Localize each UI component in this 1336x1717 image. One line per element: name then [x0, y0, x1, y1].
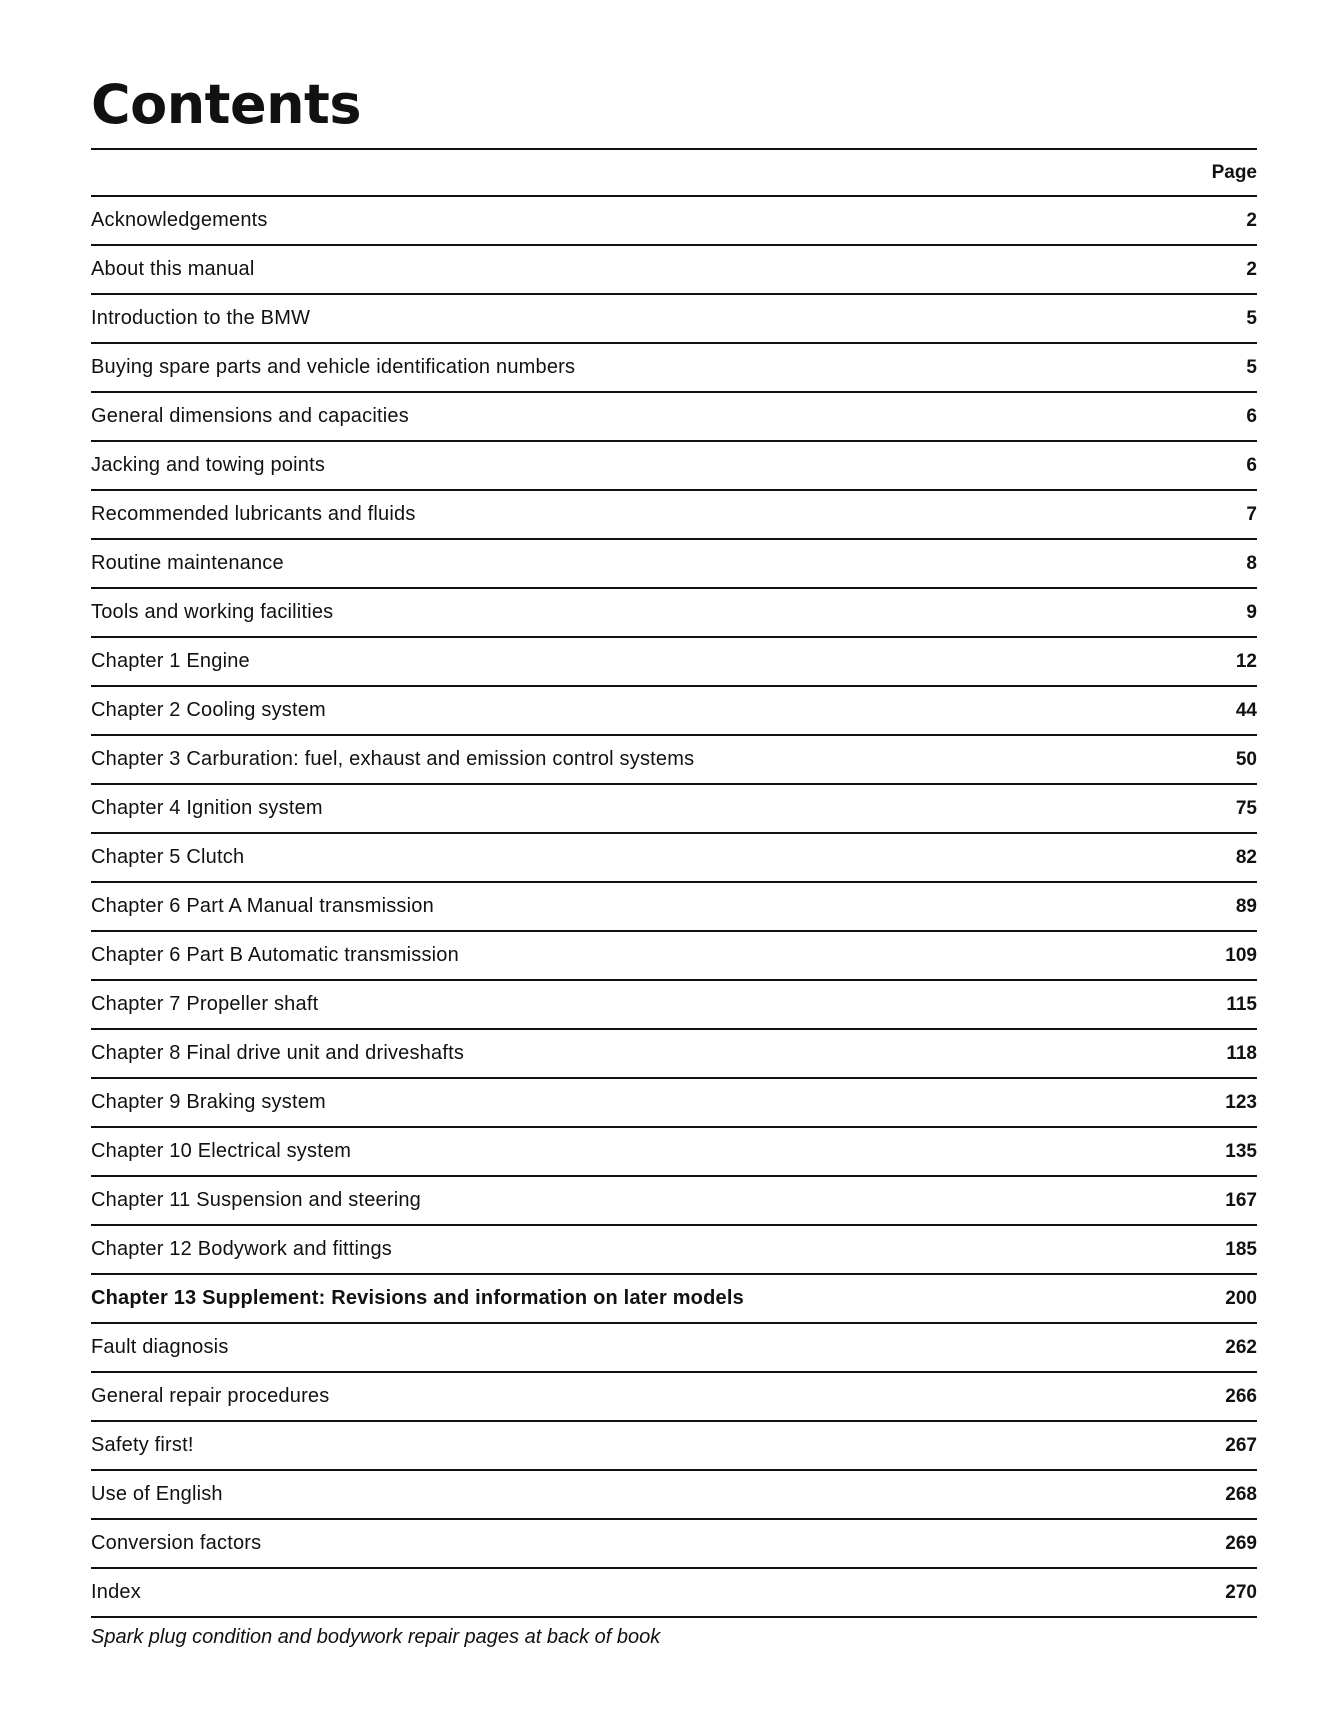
footnote: Spark plug condition and bodywork repair pages at back of book [91, 1626, 661, 1648]
toc-entry-page-number: 5 [1246, 356, 1257, 378]
toc-entry-page-number: 2 [1246, 258, 1257, 280]
toc-entry [91, 1128, 1257, 1177]
toc-entry-page-number: 115 [1226, 993, 1257, 1015]
toc-entry [91, 1569, 1257, 1618]
toc-entry [91, 834, 1257, 883]
toc-entry-title: Chapter 11 Suspension and steering [91, 1189, 421, 1211]
toc-entry-page-number: 267 [1225, 1434, 1257, 1456]
toc-entry-page-number: 89 [1235, 895, 1257, 917]
toc-entry-title: Use of English [91, 1483, 223, 1505]
toc-entry-page-number: 268 [1225, 1483, 1257, 1505]
toc-entry [91, 1030, 1257, 1079]
toc-entry [91, 1471, 1257, 1520]
toc-entry-page-number: 9 [1246, 601, 1257, 623]
toc-entry [91, 1177, 1257, 1226]
toc-entry [91, 589, 1257, 638]
toc-entry-page-number: 5 [1246, 307, 1257, 329]
toc-entry [91, 638, 1257, 687]
toc-entry-title: Safety first! [91, 1434, 194, 1456]
toc-entry-title: Chapter 6 Part A Manual transmission [91, 895, 434, 917]
toc-entry-page-number: 2 [1246, 209, 1257, 231]
contents-page [91, 73, 1257, 1649]
toc-entry-page-number: 82 [1235, 846, 1257, 868]
toc-entry-page-number: 266 [1225, 1385, 1257, 1407]
toc-entry [91, 246, 1257, 295]
toc-entry-title: Chapter 3 Carburation: fuel, exhaust and emission control systems [91, 748, 695, 770]
toc-entry-page-number: 109 [1225, 944, 1257, 966]
page-column-label: Page [1211, 161, 1257, 183]
toc-entry [91, 295, 1257, 344]
toc-entry [91, 981, 1257, 1030]
toc-entry-title: Conversion factors [91, 1532, 262, 1554]
toc-entry [91, 932, 1257, 981]
toc-entry [91, 785, 1257, 834]
toc-entry-title: Chapter 13 Supplement: Revisions and information on later models [91, 1287, 744, 1309]
toc-entry-page-number: 167 [1225, 1189, 1257, 1211]
toc-entry-title: Fault diagnosis [91, 1336, 229, 1358]
toc-entry-title: Introduction to the BMW [91, 307, 311, 329]
toc-entry-page-number: 12 [1235, 650, 1257, 672]
toc-entry-title: Chapter 12 Bodywork and fittings [91, 1238, 393, 1260]
toc-entry [91, 1324, 1257, 1373]
toc-entry-page-number: 44 [1235, 699, 1257, 721]
toc-entry [91, 1422, 1257, 1471]
toc-entry-title: Chapter 10 Electrical system [91, 1140, 352, 1162]
toc-list [91, 197, 1257, 1618]
toc-entry-page-number: 6 [1246, 454, 1257, 476]
toc-entry-title: Index [91, 1581, 141, 1603]
toc-entry-page-number: 135 [1225, 1140, 1257, 1162]
toc-entry [91, 197, 1257, 246]
toc-entry-page-number: 7 [1246, 503, 1257, 525]
toc-entry-title: General dimensions and capacities [91, 405, 409, 427]
toc-entry [91, 1226, 1257, 1275]
toc-entry [91, 442, 1257, 491]
toc-entry-title: Routine maintenance [91, 552, 284, 574]
toc-entry-title: Recommended lubricants and fluids [91, 503, 416, 525]
toc-entry [91, 393, 1257, 442]
toc-entry [91, 883, 1257, 932]
toc-entry-title: Tools and working facilities [91, 601, 334, 623]
toc-entry-title: Chapter 6 Part B Automatic transmission [91, 944, 459, 966]
toc-entry [91, 1373, 1257, 1422]
toc-entry-page-number: 185 [1225, 1238, 1257, 1260]
toc-entry-page-number: 123 [1225, 1091, 1257, 1113]
toc-entry-page-number: 8 [1246, 552, 1257, 574]
toc-entry-page-number: 270 [1225, 1581, 1257, 1603]
toc-entry-title: Chapter 1 Engine [91, 650, 250, 672]
toc-entry-title: Jacking and towing points [91, 454, 326, 476]
toc-entry-title: About this manual [91, 258, 255, 280]
toc-entry-page-number: 200 [1225, 1287, 1257, 1309]
toc-entry [91, 1275, 1257, 1324]
toc-entry-title: Chapter 7 Propeller shaft [91, 993, 319, 1015]
toc-entry-page-number: 6 [1246, 405, 1257, 427]
toc-entry-title: Acknowledgements [91, 209, 268, 231]
toc-entry [91, 736, 1257, 785]
page-column-header [91, 150, 1257, 197]
toc-entry [91, 540, 1257, 589]
toc-entry-page-number: 269 [1225, 1532, 1257, 1554]
toc-entry-title: Chapter 4 Ignition system [91, 797, 323, 819]
toc-entry-title: Chapter 2 Cooling system [91, 699, 326, 721]
toc-entry-page-number: 50 [1235, 748, 1257, 770]
toc-entry-title: Chapter 9 Braking system [91, 1091, 326, 1113]
page-title: Contents [91, 73, 362, 136]
toc-entry-title: General repair procedures [91, 1385, 330, 1407]
toc-entry-page-number: 118 [1226, 1042, 1257, 1064]
toc-entry [91, 491, 1257, 540]
toc-entry-page-number: 75 [1235, 797, 1257, 819]
toc-entry [91, 687, 1257, 736]
toc-entry [91, 344, 1257, 393]
toc-entry-page-number: 262 [1225, 1336, 1257, 1358]
toc-entry-title: Chapter 8 Final drive unit and driveshafts [91, 1042, 465, 1064]
toc-entry-title: Buying spare parts and vehicle identification numbers [91, 356, 576, 378]
toc-entry-title: Chapter 5 Clutch [91, 846, 245, 868]
toc-entry [91, 1520, 1257, 1569]
toc-entry [91, 1079, 1257, 1128]
